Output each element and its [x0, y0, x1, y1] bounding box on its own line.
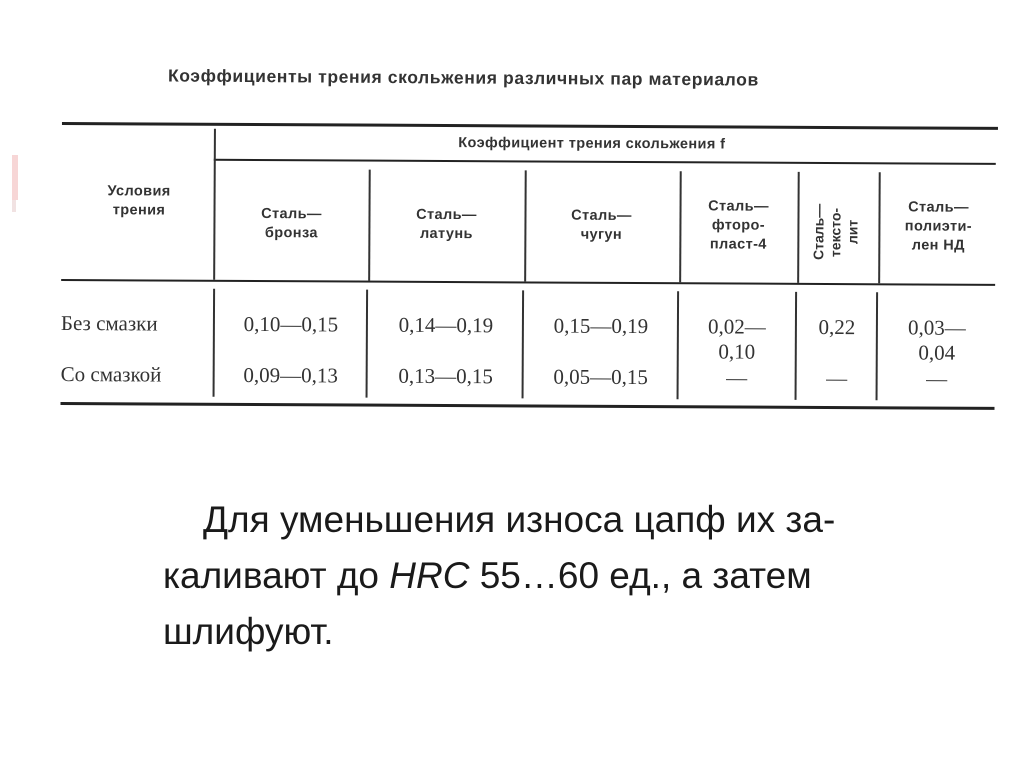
col-divider [524, 170, 526, 281]
column-header: Сталь— латунь [416, 206, 477, 243]
col-divider [366, 290, 368, 398]
table-title: Коэффициенты трения скольжения различных пар материалов [167, 65, 759, 90]
header-group-rule [214, 159, 996, 165]
col-divider [522, 290, 524, 398]
column-header: Сталь— фторо- пласт-4 [708, 198, 769, 253]
header-conditions: Условия трения [107, 183, 171, 219]
paragraph-line: шлифуют. [163, 611, 334, 652]
row-label: Со смазкой [60, 361, 162, 387]
decorative-accent-mark [12, 200, 16, 212]
table-cell: — [826, 366, 848, 391]
col-divider [679, 171, 681, 282]
col-divider [795, 292, 797, 400]
table-cell: 0,22 [818, 314, 856, 340]
table-cell: 0,09—0,13 [243, 362, 338, 388]
friction-table [60, 118, 998, 415]
table-cell: 0,10—0,15 [243, 311, 339, 337]
table-cell: 0,15—0,19 [553, 313, 649, 339]
decorative-accent-bar [12, 155, 18, 200]
paragraph-line: Для уменьшения износа цапф их за- [203, 499, 836, 540]
header-bottom-rule [61, 279, 995, 286]
row-label: Без смазки [60, 310, 158, 336]
table-top-rule [62, 122, 998, 130]
col-divider [677, 291, 679, 399]
table-cell: 0,14—0,19 [398, 312, 494, 338]
table-cell: 0,02— 0,10 [707, 314, 766, 364]
column-header: Сталь— чугун [571, 207, 632, 243]
table-cell: — [926, 366, 948, 391]
col-divider [213, 289, 215, 397]
column-header-vertical: Сталь— тексто- лит [810, 203, 861, 261]
col-divider [876, 292, 878, 400]
table-bottom-rule [60, 402, 994, 410]
col-divider [878, 172, 880, 283]
header-group-friction-coefficient: Коэффициент трения скольжения f [458, 135, 726, 153]
col-divider [213, 129, 215, 280]
table-cell: — [726, 365, 748, 390]
paragraph [163, 492, 983, 660]
col-divider [368, 170, 370, 281]
table-cell: 0,05—0,15 [553, 364, 648, 390]
col-divider [797, 172, 799, 283]
paragraph-line: каливают до HRC 55…60 ед., а затем [163, 555, 812, 596]
column-header: Сталь— бронза [261, 206, 322, 242]
column-header: Сталь— полиэти- лен НД [904, 199, 973, 254]
table-cell: 0,13—0,15 [398, 363, 493, 389]
table-cell: 0,03— 0,04 [907, 315, 966, 365]
